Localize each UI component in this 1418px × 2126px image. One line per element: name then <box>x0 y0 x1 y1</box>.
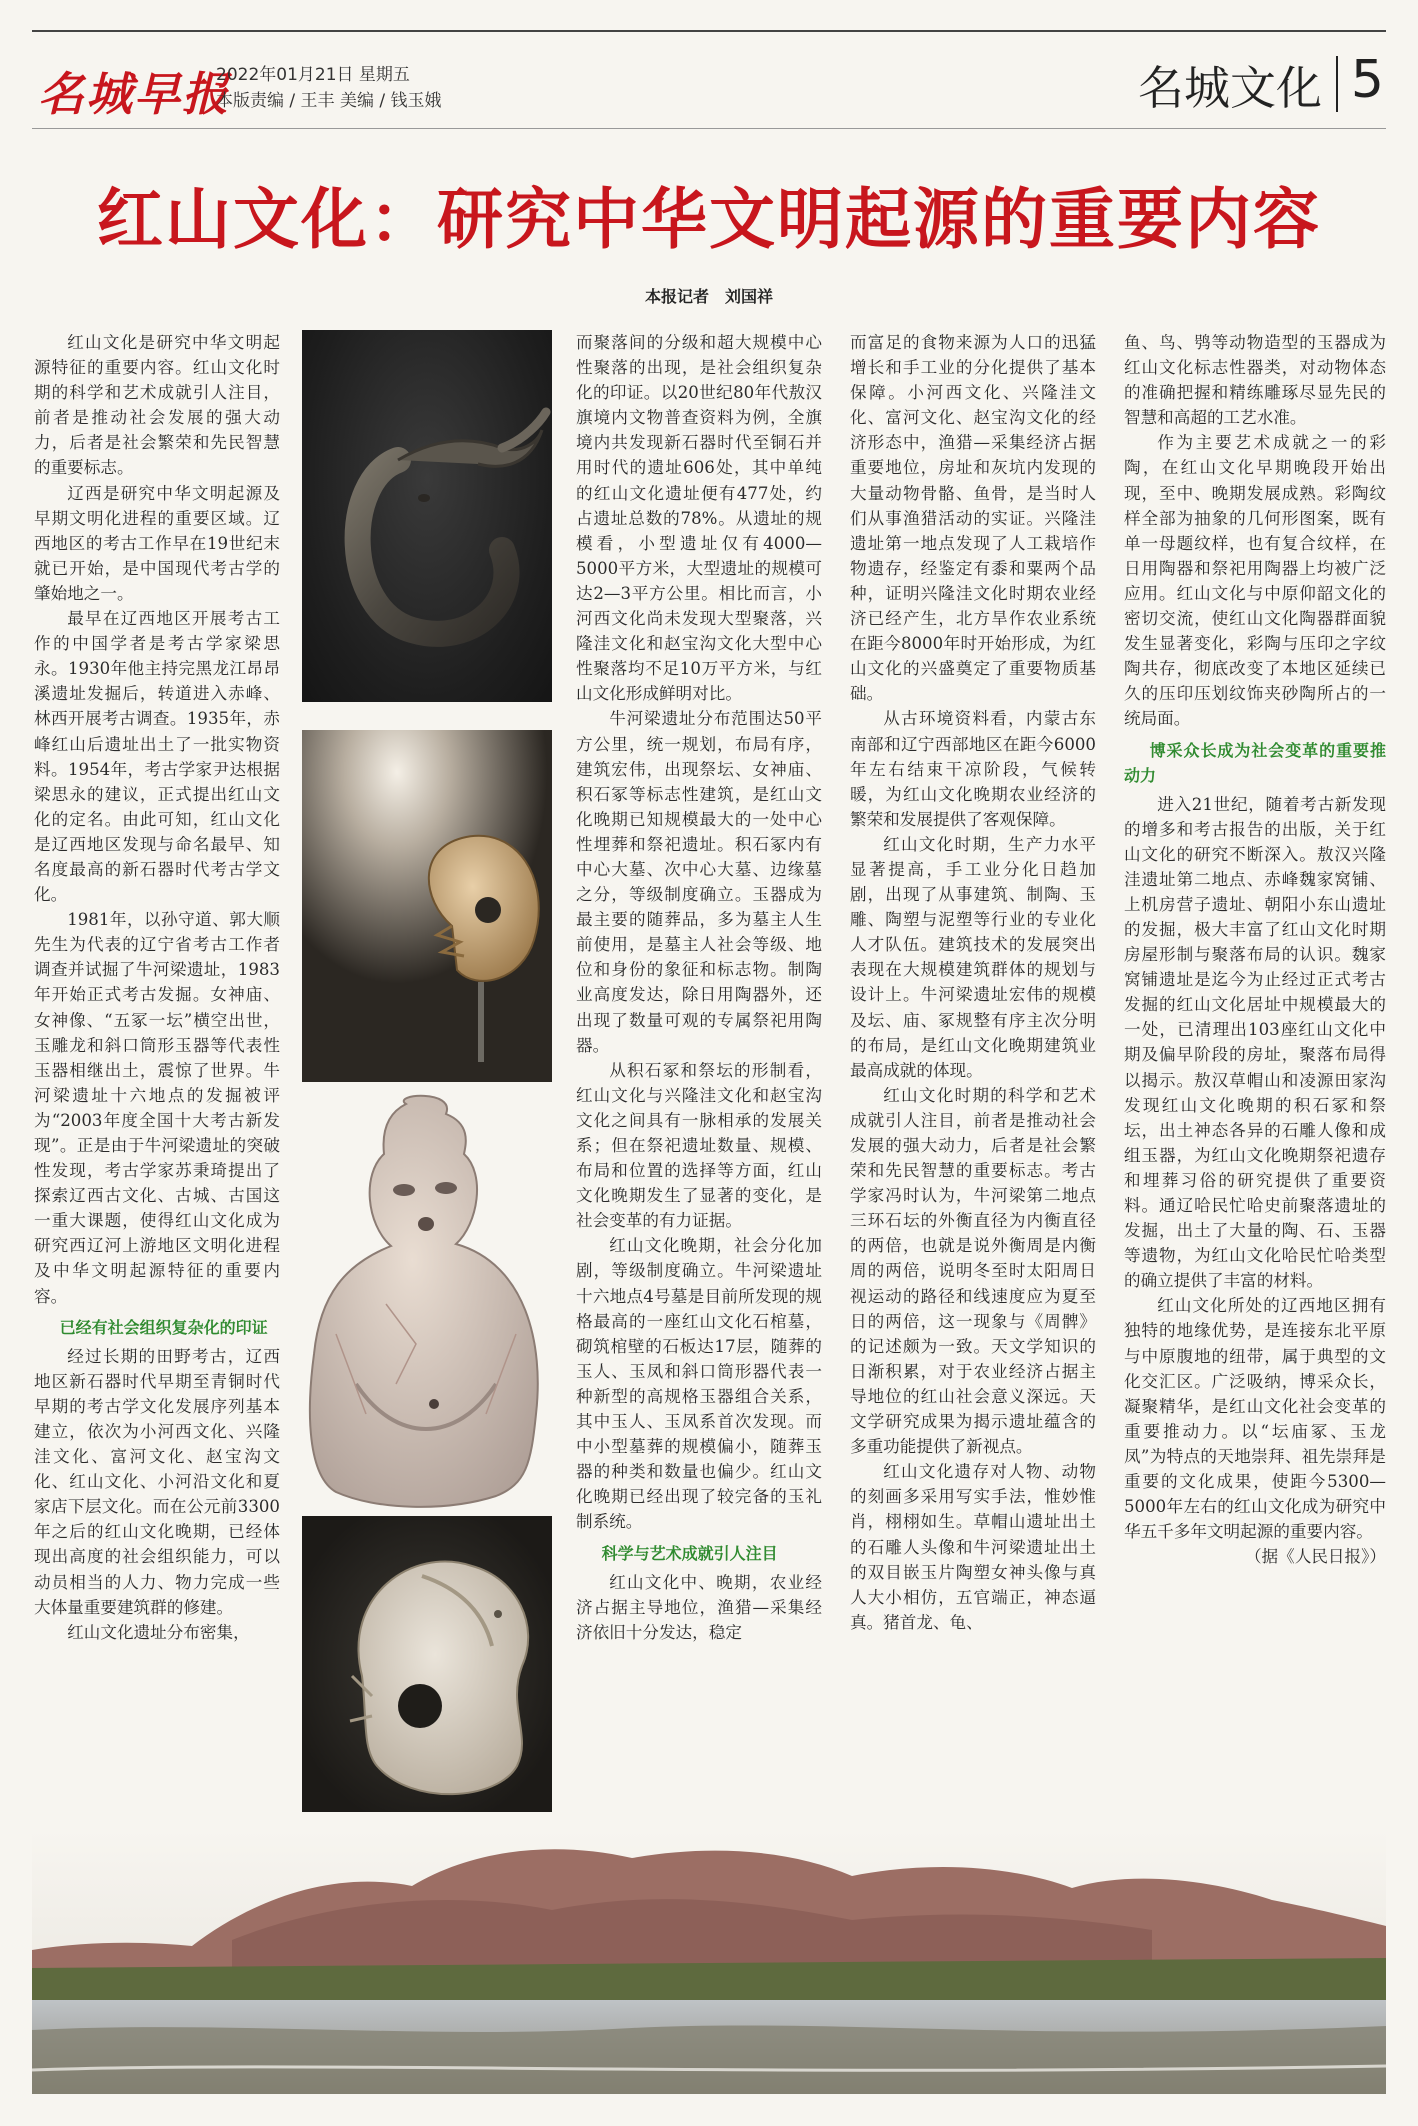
issue-meta <box>216 62 441 114</box>
article-credit: （据《人民日报》） <box>1244 1547 1386 1567</box>
article-paragraph: 而聚落间的分级和超大规模中心性聚落的出现，是社会组织复杂化的印证。以20世纪80年代敖汉旗境内文物普查资料为例，全旗境内共发现新石器时代至铜石并用时代的遗址606处，其中单纯的红山文化遗址便有477处，约占遗址总数的78%。从遗址的规模看，小型遗址仅有4000—5000平方米，大型遗址的规模可达2—3平方公里。相比而言，小河西文化尚未发现大型聚落，兴隆洼文化和赵宝沟文化大型中心性聚落均不足10万平方米，与红山文化形成鲜明对比。 <box>576 333 822 704</box>
masthead-bottom-rule <box>32 128 1386 129</box>
page-number: 5 <box>1350 50 1384 110</box>
article-column-3 <box>850 330 1096 1830</box>
article-paragraph: 从古环境资料看，内蒙古东南部和辽宁西部地区在距今6000年左右结束干凉阶段，气候转暖，为红山文化晚期农业经济的繁荣和发展提供了客观保障。 <box>850 709 1096 829</box>
article-byline: 本报记者 刘国祥 <box>644 287 773 306</box>
article-paragraph: 牛河梁遗址分布范围达50平方公里，统一规划，布局有序，建筑宏伟，出现祭坛、女神庙、积石冢等标志性建筑，是红山文化晚期已知规模最大的一处中心性埋葬和祭祀遗址。积石冢内有中心大墓、次中心大墓、边缘墓之分，等级制度确立。玉器成为最主要的随葬品，多为墓主人生前使用，是墓主人社会等级、地位和身份的象征和标志物。制陶业高度发达，除日用陶器外，还出现了数量可观的专属祭祀用陶器。 <box>576 709 822 1055</box>
article-paragraph: 红山文化遗址分布密集， <box>67 1622 250 1642</box>
section-divider <box>1336 56 1338 112</box>
article-subheading: 科学与艺术成就引人注目 <box>601 1543 778 1563</box>
article-paragraph: 作为主要艺术成就之一的彩陶，在红山文化早期晚段开始出现，至中、晚期发展成熟。彩陶纹样全部为抽象的几何形图案，既有单一母题纹样，也有复合纹样，在日用陶器和祭祀用陶器上均被广泛应用。红山文化与中原仰韶文化的密切交流，使红山文化陶器群面貌发生显著变化，彩陶与压印之字纹陶共存，彻底改变了本地区延续已久的压印压划纹饰夹砂陶所占的一统局面。 <box>1124 433 1386 729</box>
issue-date: 2022年01月21日 星期五 <box>216 65 410 85</box>
article-subheading: 已经有社会组织复杂化的印证 <box>59 1317 268 1337</box>
article-paragraph: 而富足的食物来源为人口的迅猛增长和手工业的分化提供了基本保障。小河西文化、兴隆洼文化、富河文化、赵宝沟文化的经济形态中，渔猎—采集经济占据重要地位，房址和灰坑内发现的大量动物骨骼、鱼骨，是当时人们从事渔猎活动的实证。兴隆洼遗址第一地点发现了人工栽培作物遗存，经鉴定有黍和粟两个品种，证明兴隆洼文化时期农业经济已经产生，北方旱作农业系统在距今8000年时开始形成，为红山文化的兴盛奠定了重要物质基础。 <box>850 333 1096 704</box>
article-paragraph: 红山文化遗存对人物、动物的刻画多采用写实手法，惟妙惟肖，栩栩如生。草帽山遗址出土的石雕人头像和牛河梁遗址出土的双目嵌玉片陶塑女神头像与真人大小相仿，五官端正，神态逼真。猪首龙、龟、 <box>850 1462 1096 1632</box>
masthead-top-rule <box>32 30 1386 32</box>
jade-ornament-illustration <box>302 730 552 1082</box>
article-paragraph: 红山文化中、晚期，农业经济占据主导地位，渔猎—采集经济依旧十分发达，稳定 <box>576 1572 822 1642</box>
article-column-1 <box>34 330 280 1830</box>
article-headline: 红山文化：研究中华文明起源的重要内容 <box>97 181 1321 258</box>
mountain-landscape-illustration <box>32 1830 1386 2094</box>
article-subheading: 博采众长成为社会变革的重要推动力 <box>1124 740 1386 785</box>
seated-figure-photo <box>296 1084 554 1514</box>
article-paragraph: 从积石冢和祭坛的形制看，红山文化与兴隆洼文化和赵宝沟文化之间具有一脉相承的发展关系；但在祭祀遗址数量、规模、布局和位置的选择等方面，红山文化晚期发生了显著的变化，是社会变革的有力证据。 <box>576 1060 822 1231</box>
newspaper-logo: 名城早报 <box>38 67 230 121</box>
issue-editors: 本版责编 / 王丰 美编 / 钱玉娥 <box>216 91 442 111</box>
landscape-banner-photo <box>32 1830 1386 2094</box>
jade-ornament-photo <box>302 730 552 1082</box>
section-name: 名城文化 <box>1138 61 1322 115</box>
article-paragraph: 红山文化所处的辽西地区拥有独特的地缘优势，是连接东北平原与中原腹地的纽带，属于典型的文化交汇区。广泛吸纳，博采众长，凝聚精华，是红山文化社会变革的重要推动力。以“坛庙冢、玉龙凤”为特点的天地崇拜、祖先崇拜是重要的文化成果，使距今5300—5000年左右的红山文化成为研究中华五千多年文明起源的重要内容。 <box>1124 1296 1386 1542</box>
article-paragraph: 红山文化晚期，社会分化加剧，等级制度确立。牛河梁遗址十六地点4号墓是目前所发现的规格最高的一座红山文化石棺墓，砌筑棺壁的石板达17层，随葬的玉人、玉凤和斜口筒形器代表一种新型的高规格玉器组合关系，其中玉人、玉凤系首次发现。而中小型墓葬的规模偏小，随葬玉器的种类和数量也偏少。红山文化晚期已经出现了较完备的玉礼制系统。 <box>576 1236 822 1532</box>
article-paragraph: 辽西是研究中华文明起源及早期文明化进程的重要区域。辽西地区的考古工作早在19世纪末就已开始，是中国现代考古学的肇始地之一。 <box>34 483 280 603</box>
article-column-2 <box>576 330 822 1830</box>
jade-pendant-illustration <box>302 1516 552 1812</box>
article-paragraph: 红山文化时期的科学和艺术成就引人注目，前者是推动社会发展的强大动力，后者是社会繁荣和先民智慧的重要标志。考古学家冯时认为，牛河梁第二地点三环石坛的外衡直径为内衡直径的两倍，也就是说外衡周是内衡周的两倍，说明冬至时太阳周日视运动的路径和线速度应为夏至日的两倍，这一现象与《周髀》的记述颇为一致。天文学知识的日渐积累，对于农业经济占据主导地位的红山社会意义深远。天文学研究成果为揭示遗址蕴含的多重功能提供了新视点。 <box>850 1085 1096 1457</box>
seated-figure-illustration <box>296 1084 554 1514</box>
article-paragraph: 1981年，以孙守道、郭大顺先生为代表的辽宁省考古工作者调查并试掘了牛河梁遗址，1983年开始正式考古发掘。女神庙、女神像、“五冢一坛”横空出世，玉雕龙和斜口筒形玉器等代表性玉器相继出土，震惊了世界。牛河梁遗址十六地点的发掘被评为“2003年度全国十大考古新发现”。正是由于牛河梁遗址的突破性发现，考古学家苏秉琦提出了探索辽西古文化、古城、古国这一重大课题，使得红山文化成为研究西辽河上游地区文明化进程及中华文明起源特征的重要内容。 <box>34 910 280 1306</box>
article-paragraph: 鱼、鸟、鸮等动物造型的玉器成为红山文化标志性器类，对动物体态的准确把握和精练雕琢尽显先民的智慧和高超的工艺水准。 <box>1124 333 1386 428</box>
jade-dragon-photo <box>302 330 552 702</box>
article-paragraph: 红山文化时期，生产力水平显著提高，手工业分化日趋加剧，出现了从事建筑、制陶、玉雕、陶塑与泥塑等行业的专业化人才队伍。建筑技术的发展突出表现在大规模建筑群体的规划与设计上。牛河梁遗址宏伟的规模及坛、庙、冢规整有序主次分明的布局，是红山文化晚期建筑业最高成就的体现。 <box>850 834 1096 1080</box>
jade-dragon-illustration <box>302 330 552 702</box>
article-paragraph: 经过长期的田野考古，辽西地区新石器时代早期至青铜时代早期的考古学文化发展序列基本建立，依次为小河西文化、兴隆洼文化、富河文化、赵宝沟文化、红山文化、小河沿文化和夏家店下层文化。而在公元前3300年之后的红山文化晚期，已经体现出高度的社会组织能力，可以动员相当的人力、物力完成一些大体量重要建筑群的修建。 <box>34 1346 280 1617</box>
article-paragraph: 最早在辽西地区开展考古工作的中国学者是考古学家梁思永。1930年他主持完黑龙江昂昂溪遗址发掘后，转道进入赤峰、林西开展考古调查。1935年，赤峰红山后遗址出土了一批实物资料。1954年，考古学家尹达根据梁思永的建议，正式提出红山文化的定名。由此可知，红山文化是辽西地区发现与命名最早、知名度最高的新石器时代考古学文化。 <box>34 609 280 905</box>
jade-pendant-photo <box>302 1516 552 1812</box>
article-paragraph: 进入21世纪，随着考古新发现的增多和考古报告的出版，关于红山文化的研究不断深入。敖汉兴隆洼遗址第二地点、赤峰魏家窝铺、上机房营子遗址、朝阳小东山遗址的发掘，极大丰富了红山文化时期房屋形制与聚落布局的认识。魏家窝铺遗址是迄今为止经过正式考古发掘的红山文化居址中规模最大的一处，已清理出103座红山文化中期及偏早阶段的房址，聚落布局得以揭示。敖汉草帽山和凌源田家沟发现红山文化晚期的积石冢和祭坛，出土神态各异的石雕人像和成组玉器，为红山文化晚期祭祀遗存和埋葬习俗的研究提供了重要资料。通辽哈民忙哈史前聚落遗址的发掘，出土了大量的陶、石、玉器等遗物，为红山文化哈民忙哈类型的确立提供了丰富的材料。 <box>1124 794 1386 1291</box>
article-column-4 <box>1124 330 1386 1830</box>
article-paragraph: 红山文化是研究中华文明起源特征的重要内容。红山文化时期的科学和艺术成就引人注目，前者是推动社会发展的强大动力，后者是社会繁荣和先民智慧的重要标志。 <box>34 333 280 478</box>
